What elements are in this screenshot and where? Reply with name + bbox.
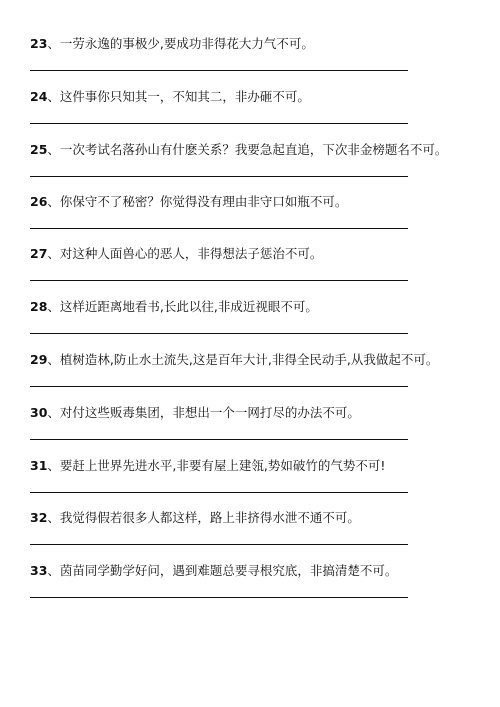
question-sentence — [30, 405, 360, 421]
question-sentence — [30, 142, 447, 158]
question-separator: 、 — [47, 194, 60, 209]
question-number: 30 — [30, 405, 48, 420]
question-separator: 、 — [47, 246, 60, 261]
question-sentence — [30, 299, 318, 315]
question-item — [30, 246, 490, 298]
question-text: 你保守不了秘密？你觉得没有理由非守口如瓶不可。 — [59, 194, 348, 209]
question-number: 31 — [30, 458, 48, 473]
question-sentence — [30, 36, 314, 52]
question-text: 对这种人面兽心的恶人，非得想法子惩治不可。 — [59, 246, 323, 261]
question-separator: 、 — [47, 36, 60, 51]
question-number: 28 — [30, 299, 48, 314]
answer-line[interactable] — [30, 597, 408, 598]
question-sentence — [30, 458, 385, 474]
question-number: 24 — [30, 89, 48, 104]
question-separator: 、 — [47, 405, 60, 420]
question-number: 25 — [30, 142, 48, 157]
question-text: 一次考试名落孙山有什麽关系？我要急起直追，下次非金榜题名不可。 — [59, 142, 448, 157]
question-separator: 、 — [47, 299, 60, 314]
answer-line[interactable] — [30, 70, 408, 71]
question-separator: 、 — [47, 563, 60, 578]
question-separator: 、 — [47, 352, 60, 367]
question-text: 这件事你只知其一，不知其二，非办砸不可。 — [59, 89, 310, 104]
answer-line[interactable] — [30, 123, 408, 124]
question-text: 我觉得假若很多人都这样，路上非挤得水泄不通不可。 — [59, 510, 360, 525]
question-item — [30, 36, 490, 88]
question-item — [30, 405, 490, 457]
question-item — [30, 299, 490, 351]
question-item — [30, 89, 490, 141]
question-sentence — [30, 246, 322, 262]
question-text: 要赶上世界先进水平,非要有屋上建瓴,势如破竹的气势不可! — [59, 458, 386, 473]
question-item — [30, 142, 490, 194]
question-item — [30, 510, 490, 562]
question-item — [30, 352, 490, 404]
question-text: 植树造林,防止水土流失,这是百年大计,非得全民动手,从我做起不可。 — [59, 352, 439, 367]
question-item — [30, 563, 490, 615]
question-sentence — [30, 89, 310, 105]
question-sentence — [30, 194, 347, 210]
question-separator: 、 — [47, 510, 60, 525]
question-number: 29 — [30, 352, 48, 367]
answer-line[interactable] — [30, 492, 408, 493]
question-item — [30, 194, 490, 246]
question-text: 一劳永逸的事极少,要成功非得花大力气不可。 — [59, 36, 314, 51]
answer-line[interactable] — [30, 544, 408, 545]
answer-line[interactable] — [30, 280, 408, 281]
question-text: 这样近距离地看书,长此以往,非成近视眼不可。 — [59, 299, 318, 314]
question-sentence — [30, 510, 360, 526]
question-separator: 、 — [47, 458, 60, 473]
question-separator: 、 — [47, 142, 60, 157]
question-separator: 、 — [47, 89, 60, 104]
question-text: 对付这些贩毒集团，非想出一个一网打尽的办法不可。 — [59, 405, 360, 420]
answer-line[interactable] — [30, 176, 408, 177]
answer-line[interactable] — [30, 333, 408, 334]
answer-line[interactable] — [30, 439, 408, 440]
question-number: 23 — [30, 36, 48, 51]
question-sentence — [30, 352, 438, 368]
question-item — [30, 458, 490, 510]
answer-line[interactable] — [30, 386, 408, 387]
question-number: 32 — [30, 510, 48, 525]
answer-line[interactable] — [30, 228, 408, 229]
question-sentence — [30, 563, 397, 579]
question-number: 27 — [30, 246, 48, 261]
question-number: 26 — [30, 194, 48, 209]
question-number: 33 — [30, 563, 48, 578]
question-text: 茵苗同学勤学好问，遇到难题总要寻根究底，非搞清楚不可。 — [59, 563, 398, 578]
